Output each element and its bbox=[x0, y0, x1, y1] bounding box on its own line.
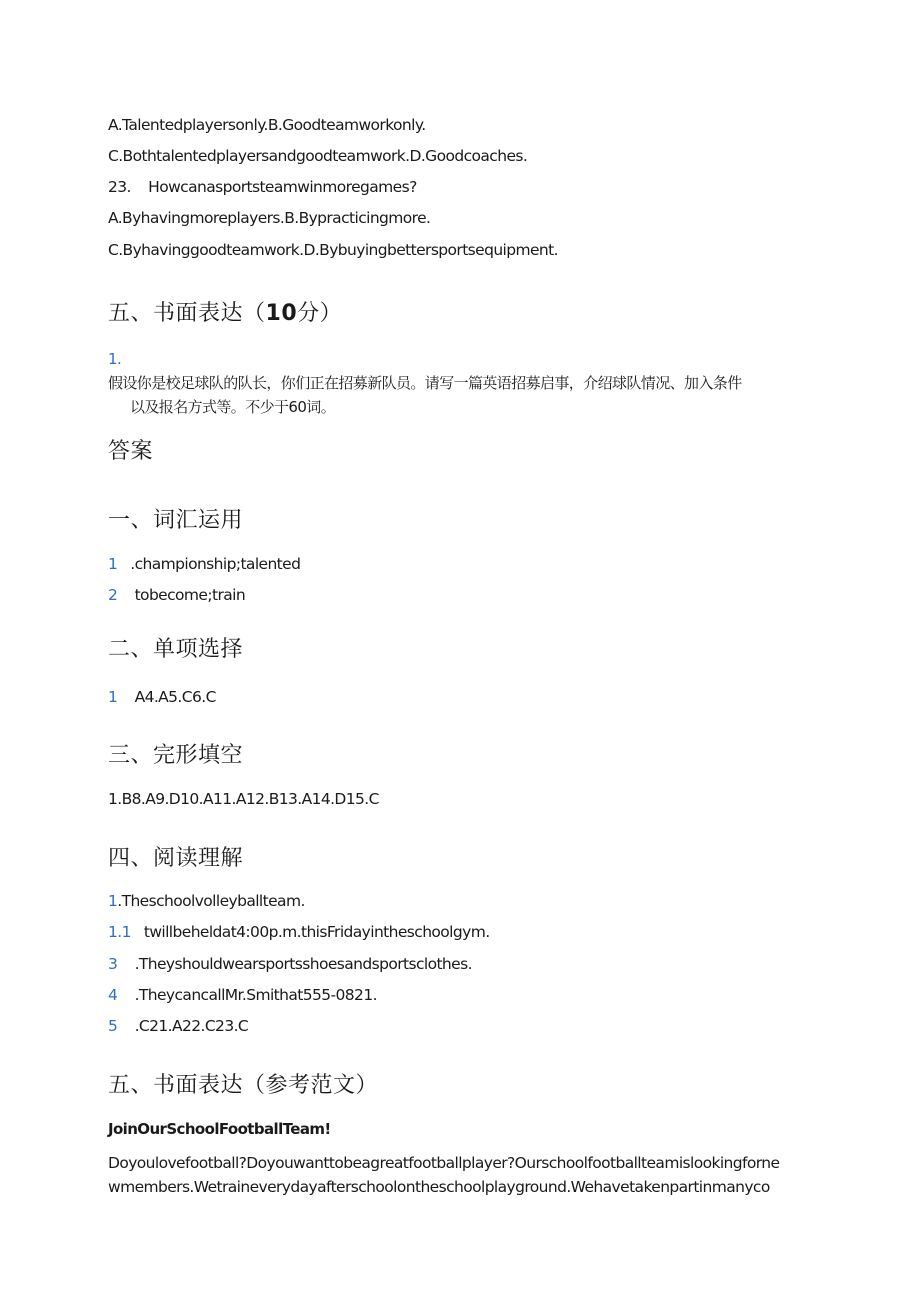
answer-item: 5 .C21.A22.C23.C bbox=[108, 1017, 249, 1035]
option-line: C.Byhavinggoodteamwork.D.Bybuyingbettersportsequipment. bbox=[108, 241, 558, 259]
answer-item: 1.B8.A9.D10.A11.A12.B13.A14.D15.C bbox=[108, 790, 379, 808]
section-heading-cloze: 三、完形填空 bbox=[108, 743, 244, 768]
section-heading-writing-sample: 五、书面表达（参考范文） bbox=[108, 1073, 379, 1098]
writing-prompt: 1. 假设你是校足球队的队长，你们正在招募新队员。请写一篇英语招募启事，介绍球队情况、加入条件 以及报名方式等。不少于60词。 bbox=[108, 347, 808, 419]
question-number: 1. bbox=[108, 350, 122, 368]
answer-item: 2 tobecome;train bbox=[108, 586, 246, 604]
answer-item: 1 A4.A5.C6.C bbox=[108, 688, 216, 706]
essay-title: JoinOurSchoolFootballTeam! bbox=[108, 1120, 331, 1138]
answer-item: 3 .Theyshouldwearsportsshoesandsportsclothes. bbox=[108, 955, 472, 973]
section-heading-single-choice: 二、单项选择 bbox=[108, 637, 244, 662]
section-heading-vocabulary: 一、词汇运用 bbox=[108, 508, 244, 533]
option-line: C.Bothtalentedplayersandgoodteamwork.D.Goodcoaches. bbox=[108, 147, 528, 165]
answer-item: 4 .TheycancallMr.Smithat555-0821. bbox=[108, 986, 377, 1004]
answer-item: 1 .championship;talented bbox=[108, 555, 301, 573]
question-text: Howcanasportsteamwinmoregames? bbox=[148, 178, 417, 196]
essay-body: Doyoulovefootball?Doyouwanttobeagreatfootballplayer?Ourschoolfootballteamislookingforne wmembers.Wetraineverydayafterschoolontheschoolplayground.Wehavetakenpartinmanyco bbox=[108, 1154, 780, 1196]
section-heading-writing: 五、书面表达（10分） bbox=[108, 301, 343, 326]
answer-item: 1.1 twillbeheldat4:00p.m.thisFridayintheschoolgym. bbox=[108, 923, 490, 941]
answer-item: 1.Theschoolvolleyballteam. bbox=[108, 892, 305, 910]
question-23 bbox=[108, 177, 417, 197]
section-heading-reading: 四、阅读理解 bbox=[108, 846, 244, 871]
option-line: A.Talentedplayersonly.B.Goodteamworkonly. bbox=[108, 116, 426, 134]
score: 10 bbox=[265, 301, 298, 326]
option-line: A.Byhavingmoreplayers.B.Bypracticingmore. bbox=[108, 209, 431, 227]
answers-title: 答案 bbox=[108, 439, 154, 464]
question-number: 23. bbox=[108, 178, 131, 196]
